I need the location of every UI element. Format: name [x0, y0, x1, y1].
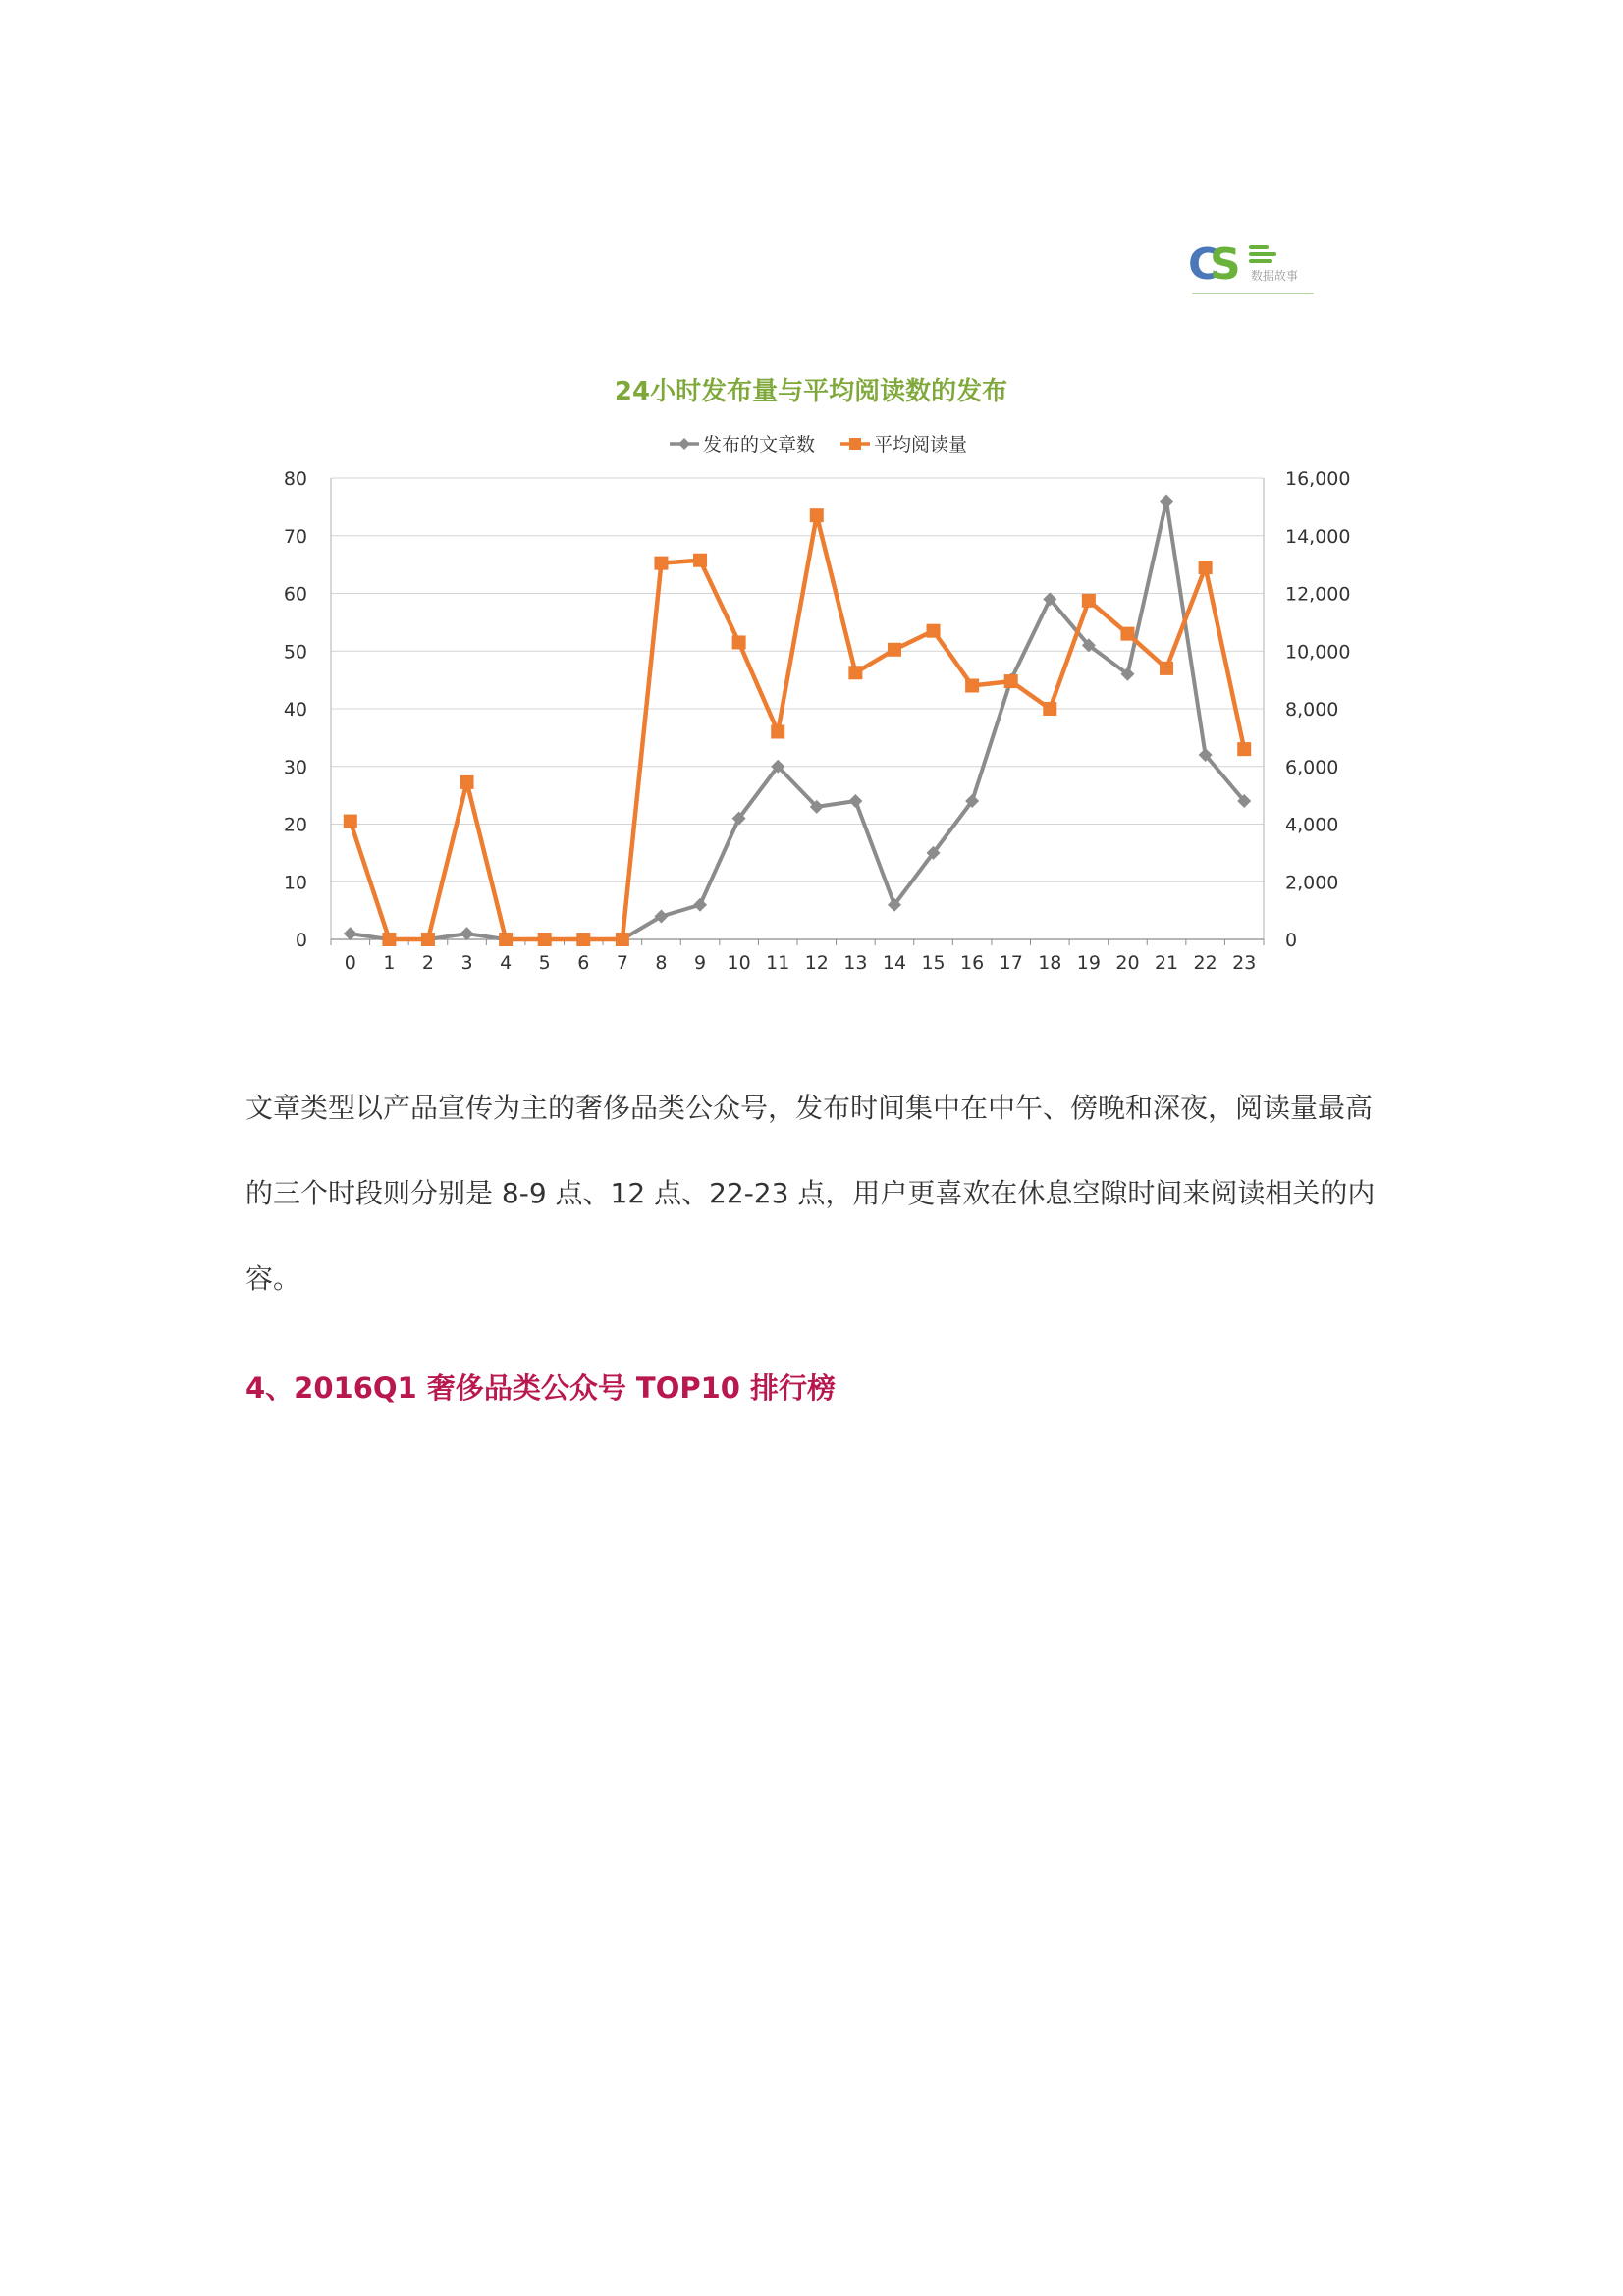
data-point-articles [460, 927, 474, 940]
logo-s-glyph: S [1210, 240, 1241, 290]
x-tick-label: 23 [1232, 952, 1257, 974]
legend-marker-diamond [678, 438, 690, 450]
data-point-reads [344, 815, 357, 828]
x-tick-label: 14 [882, 952, 907, 974]
legend-label: 发布的文章数 [703, 434, 816, 455]
legend-label: 平均阅读量 [874, 434, 968, 455]
data-point-reads [1199, 561, 1213, 574]
x-tick-label: 3 [460, 952, 473, 974]
data-point-reads [1082, 594, 1096, 608]
y-left-tick-label: 40 [283, 699, 307, 721]
body-paragraph: 文章类型以产品宣传为主的奢侈品类公众号，发布时间集中在中午、傍晚和深夜，阅读量最高的三个时段则分别是 8-9 点、12 点、22-23 点，用户更喜欢在休息空隙时间来阅读相关的内容。 [245, 1092, 1376, 1295]
data-point-reads [965, 679, 979, 693]
y-right-tick-label: 0 [1285, 930, 1298, 951]
data-point-reads [654, 557, 668, 570]
x-tick-label: 16 [960, 952, 985, 974]
data-point-reads [499, 933, 513, 946]
data-point-reads [732, 635, 746, 649]
logo [1188, 236, 1316, 296]
x-tick-label: 5 [538, 952, 551, 974]
x-tick-label: 1 [383, 952, 396, 974]
data-point-reads [421, 933, 435, 946]
data-point-reads [460, 775, 474, 789]
x-tick-label: 19 [1076, 952, 1101, 974]
data-point-reads [771, 725, 784, 739]
y-left-tick-label: 60 [283, 583, 307, 606]
y-right-tick-label: 12,000 [1285, 583, 1351, 606]
x-tick-label: 2 [421, 952, 435, 974]
chart-series [344, 495, 1251, 947]
x-tick-label: 11 [766, 952, 790, 974]
y-right-tick-label: 14,000 [1285, 525, 1351, 548]
data-point-reads [1120, 627, 1134, 641]
y-left-tick-label: 0 [295, 930, 307, 951]
data-point-reads [1237, 742, 1251, 756]
data-point-articles [344, 927, 357, 940]
x-tick-label: 15 [921, 952, 946, 974]
dual-axis-line-chart [267, 353, 1394, 1045]
x-tick-label: 13 [843, 952, 868, 974]
data-point-reads [927, 624, 941, 638]
chart-grid [331, 478, 1264, 939]
x-tick-label: 22 [1193, 952, 1217, 974]
y-left-tick-label: 70 [283, 525, 307, 548]
y-right-tick-label: 16,000 [1285, 468, 1351, 490]
data-point-reads [538, 933, 552, 946]
y-right-tick-label: 4,000 [1285, 814, 1339, 836]
data-point-reads [616, 933, 629, 946]
chart-legend [670, 434, 967, 455]
x-tick-label: 6 [577, 952, 590, 974]
logo-underline [1192, 293, 1314, 294]
y-right-tick-label: 10,000 [1285, 641, 1351, 664]
data-point-reads [1160, 662, 1173, 675]
data-point-reads [382, 933, 396, 946]
x-tick-label: 9 [693, 952, 707, 974]
y-right-tick-label: 8,000 [1285, 699, 1339, 721]
logo-text: 数据故事 [1251, 269, 1299, 283]
data-point-articles [848, 794, 862, 808]
x-tick-label: 4 [500, 952, 513, 974]
y-left-tick-label: 10 [283, 872, 307, 894]
data-point-reads [888, 643, 901, 657]
x-tick-label: 0 [344, 952, 356, 974]
chart-title: 24小时发布量与平均阅读数的发布 [614, 377, 1008, 406]
x-tick-label: 20 [1115, 952, 1140, 974]
x-tick-label: 10 [727, 952, 751, 974]
y-right-tick-label: 6,000 [1285, 756, 1339, 778]
y-left-tick-label: 20 [283, 814, 307, 836]
x-tick-label: 8 [655, 952, 668, 974]
y-left-tick-label: 50 [283, 641, 307, 664]
series-line-2 [351, 515, 1244, 939]
data-point-reads [693, 554, 707, 567]
data-point-articles [1160, 495, 1173, 508]
chart-tick-labels [284, 468, 1351, 974]
data-point-reads [1043, 702, 1056, 716]
y-right-tick-label: 2,000 [1285, 872, 1339, 894]
x-tick-label: 7 [616, 952, 628, 974]
series-line-1 [351, 502, 1244, 940]
chart-container [267, 353, 1394, 1045]
data-point-reads [576, 933, 590, 946]
data-point-reads [810, 508, 824, 522]
y-left-tick-label: 30 [283, 756, 307, 778]
data-point-reads [848, 666, 862, 679]
x-tick-label: 18 [1038, 952, 1062, 974]
x-tick-label: 12 [804, 952, 829, 974]
data-point-articles [693, 898, 707, 912]
x-tick-label: 17 [999, 952, 1023, 974]
chart-axes [331, 478, 1264, 945]
section-heading: 4、2016Q1 奢侈品类公众号 TOP10 排行榜 [245, 1371, 837, 1405]
y-left-tick-label: 80 [283, 468, 307, 490]
x-tick-label: 21 [1154, 952, 1179, 974]
legend-marker-square [849, 438, 861, 450]
data-point-reads [1004, 674, 1018, 688]
logo-c-glyph: C [1188, 240, 1215, 290]
